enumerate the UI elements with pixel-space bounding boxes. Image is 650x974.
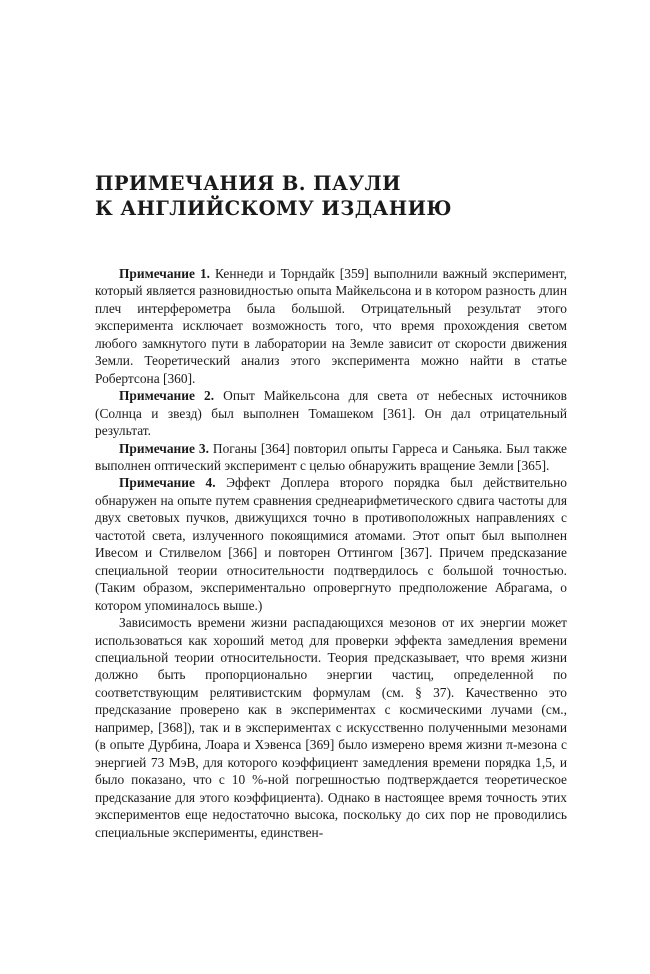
note-4 xyxy=(95,474,567,614)
note-4-label: Примечание 4. xyxy=(119,475,216,491)
note-2-text: Опыт Майкельсона для света от небесных источников (Солнца и звезд) был выполнен Томашеком [361]. Он дал отрицательный результат. xyxy=(95,388,567,439)
note-1 xyxy=(95,265,567,387)
note-2-label: Примечание 2. xyxy=(119,388,215,404)
note-3-text: Поганы [364] повторил опыты Гарреса и Саньяка. Был также выполнен оптический эксперимент с целью обнаружить вращение Земли [365]. xyxy=(95,440,567,473)
note-4-text: Эффект Доплера второго порядка был действительно обнаружен на опыте путем сравнения среднеарифметического сдвига частоты для двух световых пучков, движущихся точно в противоположных направлениях с частотой света, излученного покоящимися атомами. Этот опыт был выполнен Ивесом и Стилвелом [366] и повторен Оттингом [367]. Причем предсказание специальной теории относительности подтвердилось с большой точностью. (Таким образом, экспериментально опровергнуто предположение Абрагама, о котором упоминалось выше.) xyxy=(95,475,567,613)
page-content xyxy=(95,171,567,841)
note-2 xyxy=(95,387,567,439)
closing-paragraph: Зависимость времени жизни распадающихся мезонов от их энергии может использоваться как хороший метод для проверки эффекта замедления времени специальной теории относительности. Теория предсказывает, что время жизни должно быть пропорционально энергии частиц, определенной по соответствующим релятивистским формулам (см. § 37). Качественно это предсказание проверено как в экспериментах с космическими лучами (см., например, [368]), так и в экспериментах с искусственно полученными мезонами (в опыте Дурбина, Лоара и Хэвенса [369] было измерено время жизни π-мезона с энергией 73 МэВ, для которого коэффициент замедления времени порядка 1,5, и было показано, что с 10 %-ной погрешностью подтверждается теоретическое предсказание для этого коэффициента). Однако в настоящее время точность этих экспериментов еще недостаточно высока, поскольку до сих пор не проводились специальные эксперименты, единствен- xyxy=(95,615,567,840)
page-title xyxy=(95,171,567,221)
note-3 xyxy=(95,440,567,475)
note-1-label: Примечание 1. xyxy=(119,266,210,281)
title-line-1: ПРИМЕЧАНИЯ В. ПАУЛИ xyxy=(95,172,401,195)
note-3-label: Примечание 3. xyxy=(119,440,209,456)
note-1-text: Кеннеди и Торндайк [359] выполнили важный эксперимент, который является разновидностью опыта Майкельсона и в котором разность длин плеч интерферометра была большой. Отрицательный результат этого эксперимента исключает возможность того, что время прохождения светом любого замкнутого пути в лаборатории на Земле зависит от скорости движения Земли. Теоретический анализ этого эксперимента можно найти в статье Робертсона [360]. xyxy=(95,266,567,386)
title-line-2: К АНГЛИЙСКОМУ ИЗДАНИЮ xyxy=(95,197,452,220)
